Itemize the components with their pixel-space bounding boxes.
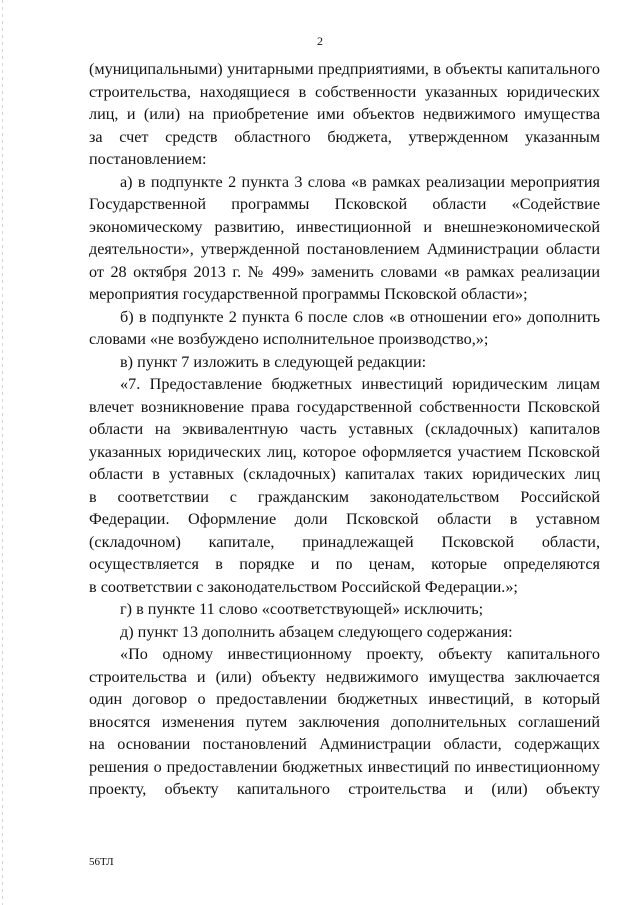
text-line: решения о предоставлении бюджетных инвестиций по инвестиционному	[89, 757, 600, 776]
text-line: д) пункт 13 дополнить абзацем следующего содержания:	[120, 622, 513, 641]
text-line: в соответствии с гражданским законодательством Российской	[89, 487, 600, 506]
text-line: деятельности», утвержденной постановлением Администрации области	[89, 240, 600, 258]
document-body	[89, 58, 600, 801]
text-line: в) пункт 7 изложить в следующей редакции:	[120, 352, 427, 371]
text-line: словами «не возбуждено исполнительное производство,»;	[89, 330, 489, 348]
text-line: постановлением:	[89, 150, 207, 168]
text-line: экономическому развитию, инвестиционной и внешнеэкономической	[89, 217, 600, 236]
text-line: влечет возникновение права государственной собственности Псковской	[89, 397, 600, 416]
text-line: осуществляется в порядке и по ценам, которые определяются	[89, 555, 600, 573]
text-line: лиц, и (или) на приобретение ими объектов недвижимого имущества	[89, 105, 600, 123]
text-line: Федерации. Оформление доли Псковской области в уставном	[89, 510, 600, 528]
text-line: вносятся изменения путем заключения дополнительных соглашений	[89, 712, 600, 731]
text-line: г) в пункте 11 слово «соответствующей» исключить;	[120, 600, 484, 618]
text-line: строительства, находящиеся в собственности указанных юридических	[89, 82, 600, 101]
text-line: «По одному инвестиционному проекту, объекту капитального	[120, 645, 600, 663]
text-line: Государственной программы Псковской области «Содействие	[89, 195, 600, 213]
text-line: проекту, объекту капитального строительства и (или) объекту	[89, 780, 600, 798]
text-line: а) в подпункте 2 пункта 3 слова «в рамках реализации мероприятия	[120, 172, 600, 191]
text-line: указанных юридических лиц, которое оформляется участием Псковской	[89, 442, 600, 461]
document-code: 56ТЛ	[89, 856, 114, 868]
text-line: в соответствии с законодательством Российской Федерации.»;	[89, 577, 518, 596]
text-line: на основании постановлений Администрации области, содержащих	[89, 735, 600, 753]
text-line: от 28 октября 2013 г. № 499» заменить словами «в рамках реализации	[89, 262, 600, 281]
text-line: области в уставных (складочных) капиталах таких юридических лиц	[89, 465, 600, 483]
text-line: мероприятия государственной программы Псковской области»;	[89, 285, 528, 303]
text-line: один договор о предоставлении бюджетных инвестиций, в который	[89, 690, 600, 708]
scan-edge	[2, 0, 3, 905]
text-line: за счет средств областного бюджета, утвержденном указанным	[89, 127, 600, 146]
text-line: (муниципальными) унитарными предприятиями, в объекты капитального	[89, 60, 600, 78]
text-line: (складочном) капитале, принадлежащей Псковской области,	[89, 532, 600, 551]
text-line: строительства и (или) объекту недвижимого имущества заключается	[89, 667, 600, 686]
page-number: 2	[317, 34, 323, 48]
text-line: области на эквивалентную часть уставных (складочных) капиталов	[89, 420, 600, 438]
text-line: б) в подпункте 2 пункта 6 после слов «в отношении его» дополнить	[120, 307, 600, 326]
text-line: «7. Предоставление бюджетных инвестиций юридическим лицам	[120, 375, 600, 393]
